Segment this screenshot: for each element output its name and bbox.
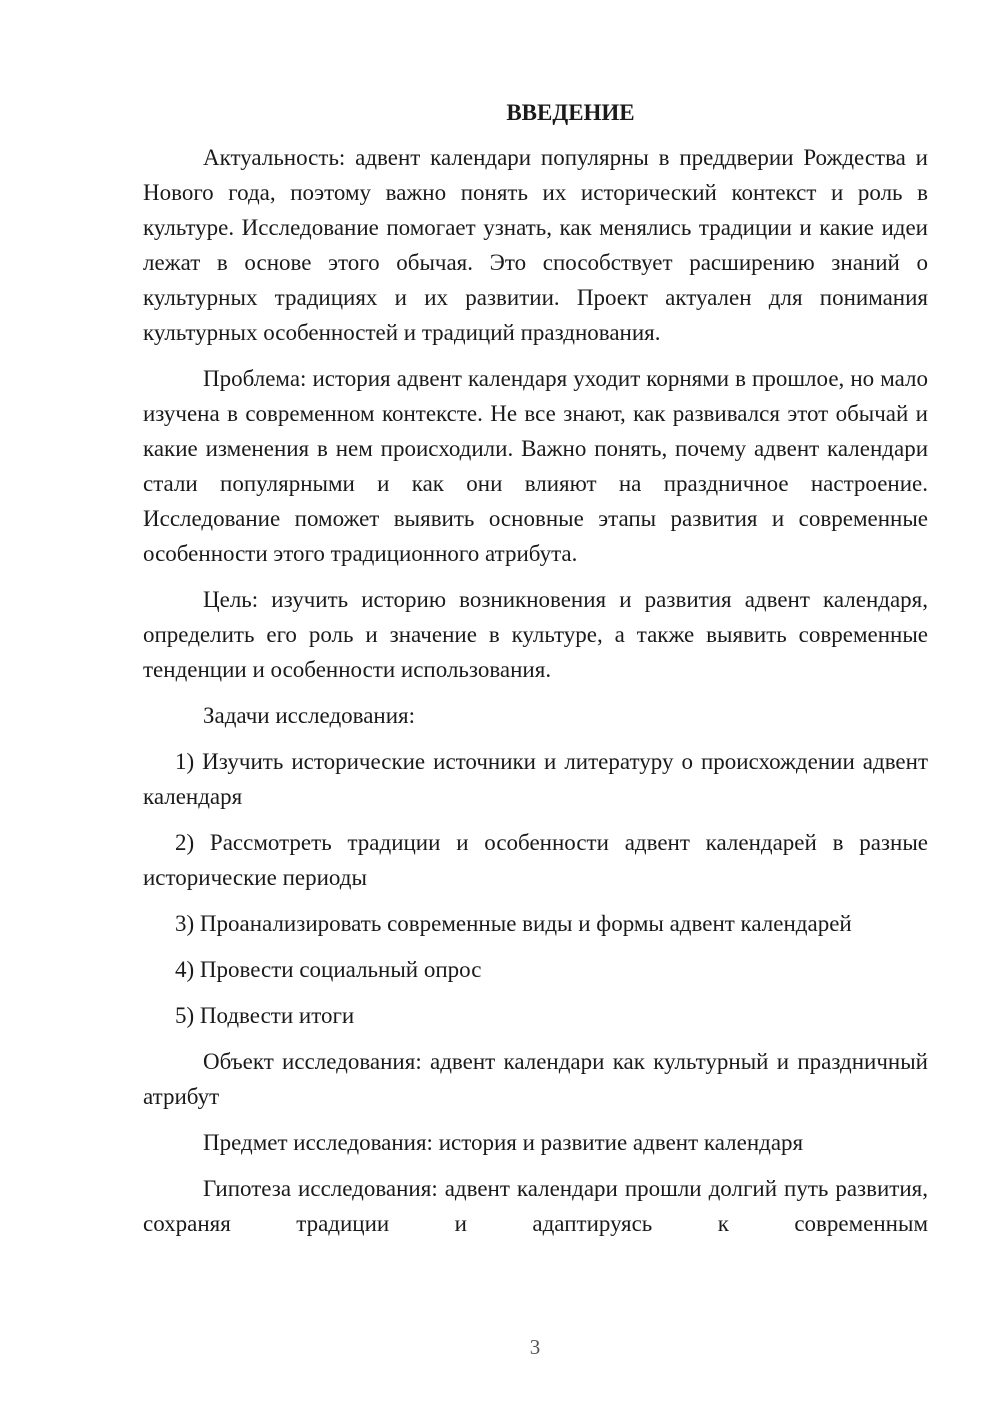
task-item-3: 3) Проанализировать современные виды и формы адвент календарей (175, 911, 852, 936)
task-item-5: 5) Подвести итоги (175, 1003, 355, 1028)
paragraph-relevance: Актуальность: адвент календари популярны в преддверии Рождества и Нового года, поэтому важно понять их исторический контекст и роль в культуре. Исследование помогает узнать, как менялись традиции и какие идеи лежат в основе этого обычая. Это способствует расширению знаний о культурных традициях и их развитии. Проект актуален для понимания культурных особенностей и традиций празднования. (143, 145, 928, 345)
section-title: ВВЕДЕНИЕ (506, 100, 635, 125)
task-item-1: 1) Изучить исторические источники и литературу о происхождении адвент календаря (143, 749, 928, 809)
paragraph-tasks-heading: Задачи исследования: (203, 703, 416, 728)
paragraph-object: Объект исследования: адвент календари как культурный и праздничный атрибут (143, 1049, 928, 1109)
task-item-4: 4) Провести социальный опрос (175, 957, 482, 982)
task-item-2: 2) Рассмотреть традиции и особенности адвент календарей в разные исторические периоды (143, 830, 928, 890)
page-content (143, 95, 928, 1241)
paragraph-hypothesis: Гипотеза исследования: адвент календари прошли долгий путь развития, сохраняя традиции и адаптируясь к современным (143, 1176, 928, 1236)
paragraph-subject: Предмет исследования: история и развитие адвент календаря (203, 1130, 804, 1155)
paragraph-goal: Цель: изучить историю возникновения и развития адвент календаря, определить его роль и значение в культуре, а также выявить современные тенденции и особенности использования. (143, 587, 928, 682)
paragraph-problem: Проблема: история адвент календаря уходит корнями в прошлое, но мало изучена в современном контексте. Не все знают, как развивался этот обычай и какие изменения в нем происходили. Важно понять, почему адвент календари стали популярными и как они влияют на праздничное настроение. Исследование поможет выявить основные этапы развития и современные особенности этого традиционного атрибута. (143, 366, 928, 566)
page-number: 3 (529, 1335, 541, 1359)
